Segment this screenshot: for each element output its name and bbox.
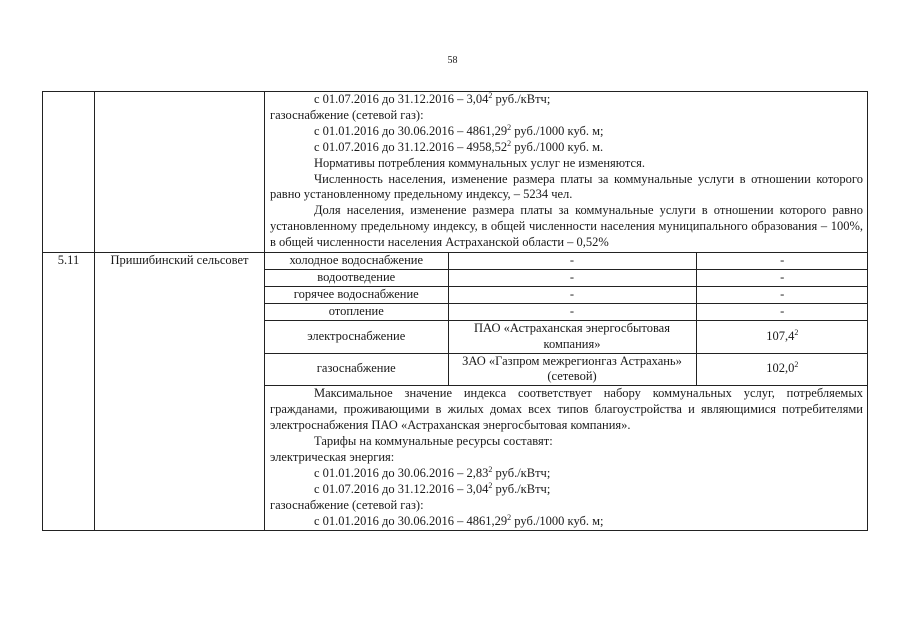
table-row-5-11 (43, 253, 868, 531)
tariff-line: с 01.01.2016 до 30.06.2016 – 4861,29$^2$ руб./1000 куб. м; (314, 122, 604, 138)
gas-heading: газоснабжение (сетевой газ): (270, 107, 424, 122)
utility-service: газоснабжение (265, 353, 448, 386)
utilities-table (265, 253, 868, 386)
page-number: 58 (447, 55, 458, 66)
electric-heading: электрическая энергия: (270, 449, 395, 464)
utility-row (265, 353, 868, 386)
tariff-line: с 01.07.2016 до 31.12.2016 – 3,04$^2$ руб./кВтч; (314, 90, 551, 106)
row-number: 5.11 (43, 253, 95, 531)
tariff-line: с 01.01.2016 до 30.06.2016 – 2,83$^2$ руб./кВтч; (314, 464, 551, 480)
tariffs-intro: Тарифы на коммунальные ресурсы составят: (314, 434, 553, 449)
utility-index: - (696, 303, 868, 320)
utility-service: отопление (265, 303, 448, 320)
name-cell-empty (95, 92, 265, 253)
municipality-name: Пришибинский сельсовет (95, 253, 265, 531)
utility-service: холодное водоснабжение (265, 253, 448, 269)
table-row-continuation (43, 92, 868, 253)
utility-index: 107,4$^2$ (696, 320, 868, 353)
utility-row (265, 253, 868, 269)
utility-row (265, 269, 868, 286)
utility-provider: ПАО «Астраханская энергосбытовая компания» (448, 320, 696, 353)
utility-provider: - (448, 303, 696, 320)
utility-index: 102,0$^2$ (696, 353, 868, 386)
share-paragraph: Доля населения, изменение размера платы за коммунальные услуги в отношении которого равно установленному предельному индексу, в общей численности населения муниципального образования – 100%, в общей численности населения Астраханской области – 0,52% (270, 203, 863, 250)
utility-index: - (696, 253, 868, 269)
utility-row (265, 286, 868, 303)
content-cell (265, 92, 868, 253)
norms-paragraph: Нормативы потребления коммунальных услуг не изменяются. (314, 155, 645, 170)
utility-row (265, 303, 868, 320)
tariff-line: с 01.07.2016 до 31.12.2016 – 4958,52$^2$ руб./1000 куб. м. (314, 138, 604, 154)
utility-provider: - (448, 269, 696, 286)
utility-service: горячее водоснабжение (265, 286, 448, 303)
utility-provider: - (448, 286, 696, 303)
tariff-line: с 01.01.2016 до 30.06.2016 – 4861,29$^2$ руб./1000 куб. м; (314, 512, 604, 528)
utility-service: электроснабжение (265, 320, 448, 353)
gas-heading: газоснабжение (сетевой газ): (270, 497, 424, 512)
number-cell-empty (43, 92, 95, 253)
utility-row (265, 320, 868, 353)
max-index-paragraph: Максимальное значение индекса соответствует набору коммунальных услуг, потребляемых гражданами, проживающими в жилых домах всех типов благоустройства и являющимися потребителями электроснабжения ПАО «Астраханская энергосбытовая компания». (270, 386, 863, 433)
utility-index: - (696, 286, 868, 303)
utility-index: - (696, 269, 868, 286)
utility-provider: ЗАО «Газпром межрегионгаз Астрахань» (сетевой) (448, 353, 696, 386)
tariff-line: с 01.07.2016 до 31.12.2016 – 3,04$^2$ руб./кВтч; (314, 480, 551, 496)
document-table (42, 91, 868, 531)
utility-provider: - (448, 253, 696, 269)
content-cell (265, 253, 868, 531)
population-paragraph: Численность населения, изменение размера платы за коммунальные услуги в отношении которого равно установленному предельному индексу, – 5234 чел. (270, 171, 863, 202)
utility-service: водоотведение (265, 269, 448, 286)
